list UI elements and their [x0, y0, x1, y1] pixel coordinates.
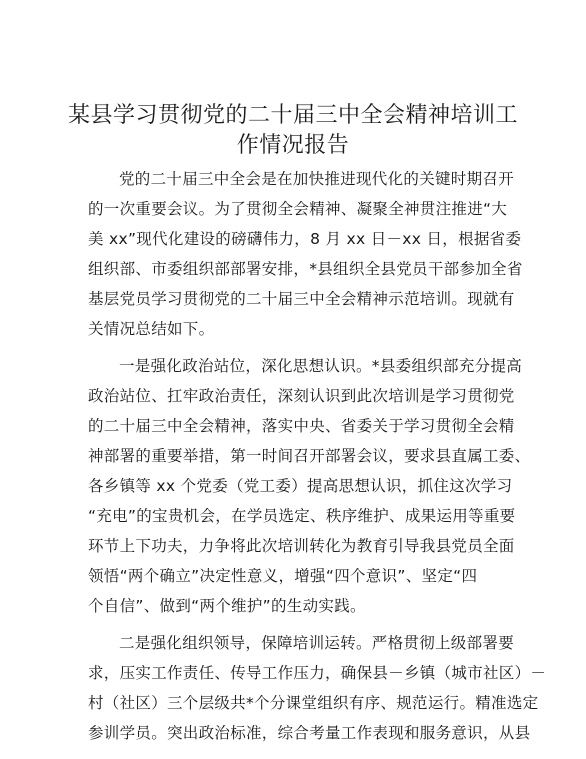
document-body — [88, 164, 547, 748]
paragraph-organization — [88, 628, 547, 748]
text-line: 领悟“两个确立”决定性意义，增强“四个意识”、坚定“四 — [88, 567, 478, 585]
text-line: 环节上下功夫，力争将此次培训转化为教育引导我县党员全面 — [88, 537, 515, 555]
text-line: 党的二十届三中全会是在加快推进现代化的关键时期召开 — [119, 170, 515, 188]
text-line: 的一次重要会议。为了贯彻全会精神、凝聚全神贯注推进“大 — [88, 200, 508, 218]
text-line: 组织部、市委组织部部署安排，*县组织全县党员干部参加全省 — [88, 260, 523, 278]
text-line: 村（社区）三个层级共*个分课堂组织有序、规范运行。精准选定 — [88, 694, 539, 712]
text-line: 神部署的重要举措，第一时间召开部署会议，要求县直属工委、 — [88, 447, 531, 465]
text-line: 各乡镇等 xx 个党委（党工委）提高思想认识，抓住这次学习 — [88, 477, 513, 495]
text-line: 求，压实工作责任、传导工作压力，确保县－乡镇（城市社区）－ — [88, 664, 547, 682]
text-line: 二是强化组织领导，保障培训运转。严格贯彻上级部署要 — [119, 634, 515, 652]
text-line: “充电”的宝贵机会，在学员选定、秩序维护、成果运用等重要 — [88, 507, 516, 525]
text-line: 个自信”、做到“两个维护”的生动实践。 — [88, 597, 366, 615]
text-line: 的二十届三中全会精神，落实中央、省委关于学习贯彻全会精 — [88, 417, 515, 435]
title-line: 作情况报告 — [236, 133, 350, 158]
text-line: 关情况总结如下。 — [88, 320, 215, 338]
text-line: 一是强化政治站位，深化思想认识。*县委组织部充分提高 — [119, 357, 523, 375]
text-line: 政治站位、扛牢政治责任，深刻认识到此次培训是学习贯彻党 — [88, 387, 515, 405]
text-line: 基层党员学习贯彻党的二十届三中全会精神示范培训。现就有 — [88, 290, 515, 308]
text-line: 参训学员。突出政治标准，综合考量工作表现和服务意识，从县 — [88, 724, 531, 742]
paragraph-intro — [88, 164, 523, 344]
title-line: 某县学习贯彻党的二十届三中全会精神培训工 — [67, 103, 518, 128]
paragraph-political-stance — [88, 351, 531, 621]
document-title — [60, 101, 526, 161]
text-line: 美 xx”现代化建设的磅礴伟力，8 月 xx 日－xx 日，根据省委 — [88, 230, 522, 248]
